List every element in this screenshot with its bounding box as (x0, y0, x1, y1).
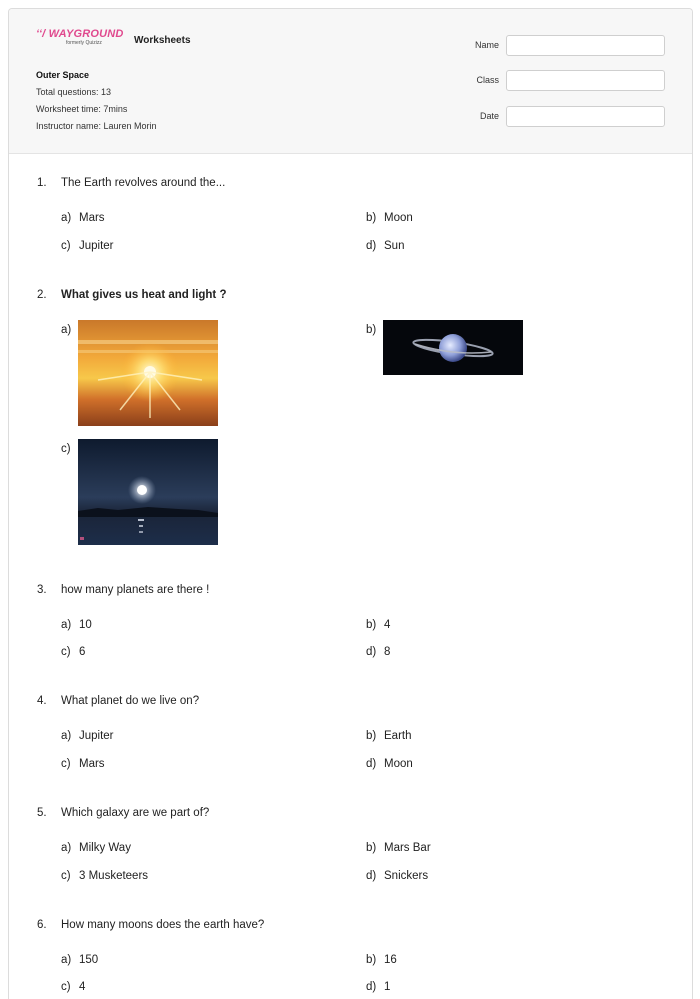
option-4a[interactable]: a) Jupiter (61, 730, 114, 742)
option-4d[interactable]: d) Moon (366, 758, 413, 770)
option-3c[interactable]: c) 6 (61, 646, 86, 658)
moon-over-water-image (78, 439, 218, 545)
worksheet-time: Worksheet time: 7mins (36, 104, 128, 114)
worksheet-title: Outer Space (36, 70, 90, 80)
option-3a[interactable]: a) 10 (61, 619, 92, 631)
option-6a[interactable]: a) 150 (61, 954, 99, 966)
question-1: 1. The Earth revolves around the... (37, 177, 226, 189)
question-3: 3. how many planets are there ! (37, 584, 210, 596)
option-5c[interactable]: c) 3 Musketeers (61, 870, 149, 882)
instructor-name: Instructor name: Lauren Morin (36, 121, 157, 131)
worksheet: ‘‘/ WAYGROUND formerly Quizizz Worksheets Outer Space Total questions: 13 Worksheet time: 7mins Instructor name: Lauren Morin Name Class Date 1. The Earth revolves around the... a) Mars b) Moon c) Jupiter d) Sun 2. What gives us heat and light ? a) b) c) 3. how many planets are there ! a) 10 b) 4 c) 6 d) 8 4. What planet do we live on? a) Jupiter b) Earth c) Mars d) Moon 5. Which galaxy are we part of? a) Milky Way b) Mars Bar c) 3 Musketeers d) Snickers 6. How many moons does the earth have? a) 150 b) 16 c) 4 d) 1 (8, 8, 693, 999)
option-5b[interactable]: b) Mars Bar (366, 842, 431, 854)
name-field[interactable] (506, 35, 665, 56)
total-questions: Total questions: 13 (36, 87, 112, 97)
question-6: 6. How many moons does the earth have? (37, 919, 265, 931)
sun-image (78, 320, 218, 426)
option-1c[interactable]: c) Jupiter (61, 240, 114, 252)
name-label: Name (474, 40, 499, 50)
question-5: 5. Which galaxy are we part of? (37, 807, 210, 819)
date-field[interactable] (506, 106, 665, 127)
option-1a[interactable]: a) Mars (61, 212, 105, 224)
logo-mark-icon: ‘‘/ (36, 28, 46, 40)
brand (36, 29, 124, 47)
worksheet-header (9, 9, 692, 154)
option-5a[interactable]: a) Milky Way (61, 842, 131, 854)
option-6d[interactable]: d) 1 (366, 981, 391, 993)
option-6b[interactable]: b) 16 (366, 954, 397, 966)
product-name: Worksheets (134, 35, 191, 46)
option-1d[interactable]: d) Sun (366, 240, 405, 252)
wayground-logo: ‘‘/ WAYGROUND (36, 28, 124, 40)
question-4: 4. What planet do we live on? (37, 695, 200, 707)
option-5d[interactable]: d) Snickers (366, 870, 429, 882)
class-field[interactable] (506, 70, 665, 91)
option-4c[interactable]: c) Mars (61, 758, 105, 770)
option-3b[interactable]: b) 4 (366, 619, 391, 631)
class-label: Class (476, 75, 499, 85)
option-1b[interactable]: b) Moon (366, 212, 413, 224)
option-4b[interactable]: b) Earth (366, 730, 412, 742)
logo-subtitle: formerly Quizizz (66, 40, 102, 46)
question-2: 2. What gives us heat and light ? (37, 289, 227, 301)
planet-image (383, 320, 523, 375)
worksheet-meta (36, 67, 157, 135)
date-label: Date (479, 111, 499, 121)
option-6c[interactable]: c) 4 (61, 981, 86, 993)
option-3d[interactable]: d) 8 (366, 646, 391, 658)
